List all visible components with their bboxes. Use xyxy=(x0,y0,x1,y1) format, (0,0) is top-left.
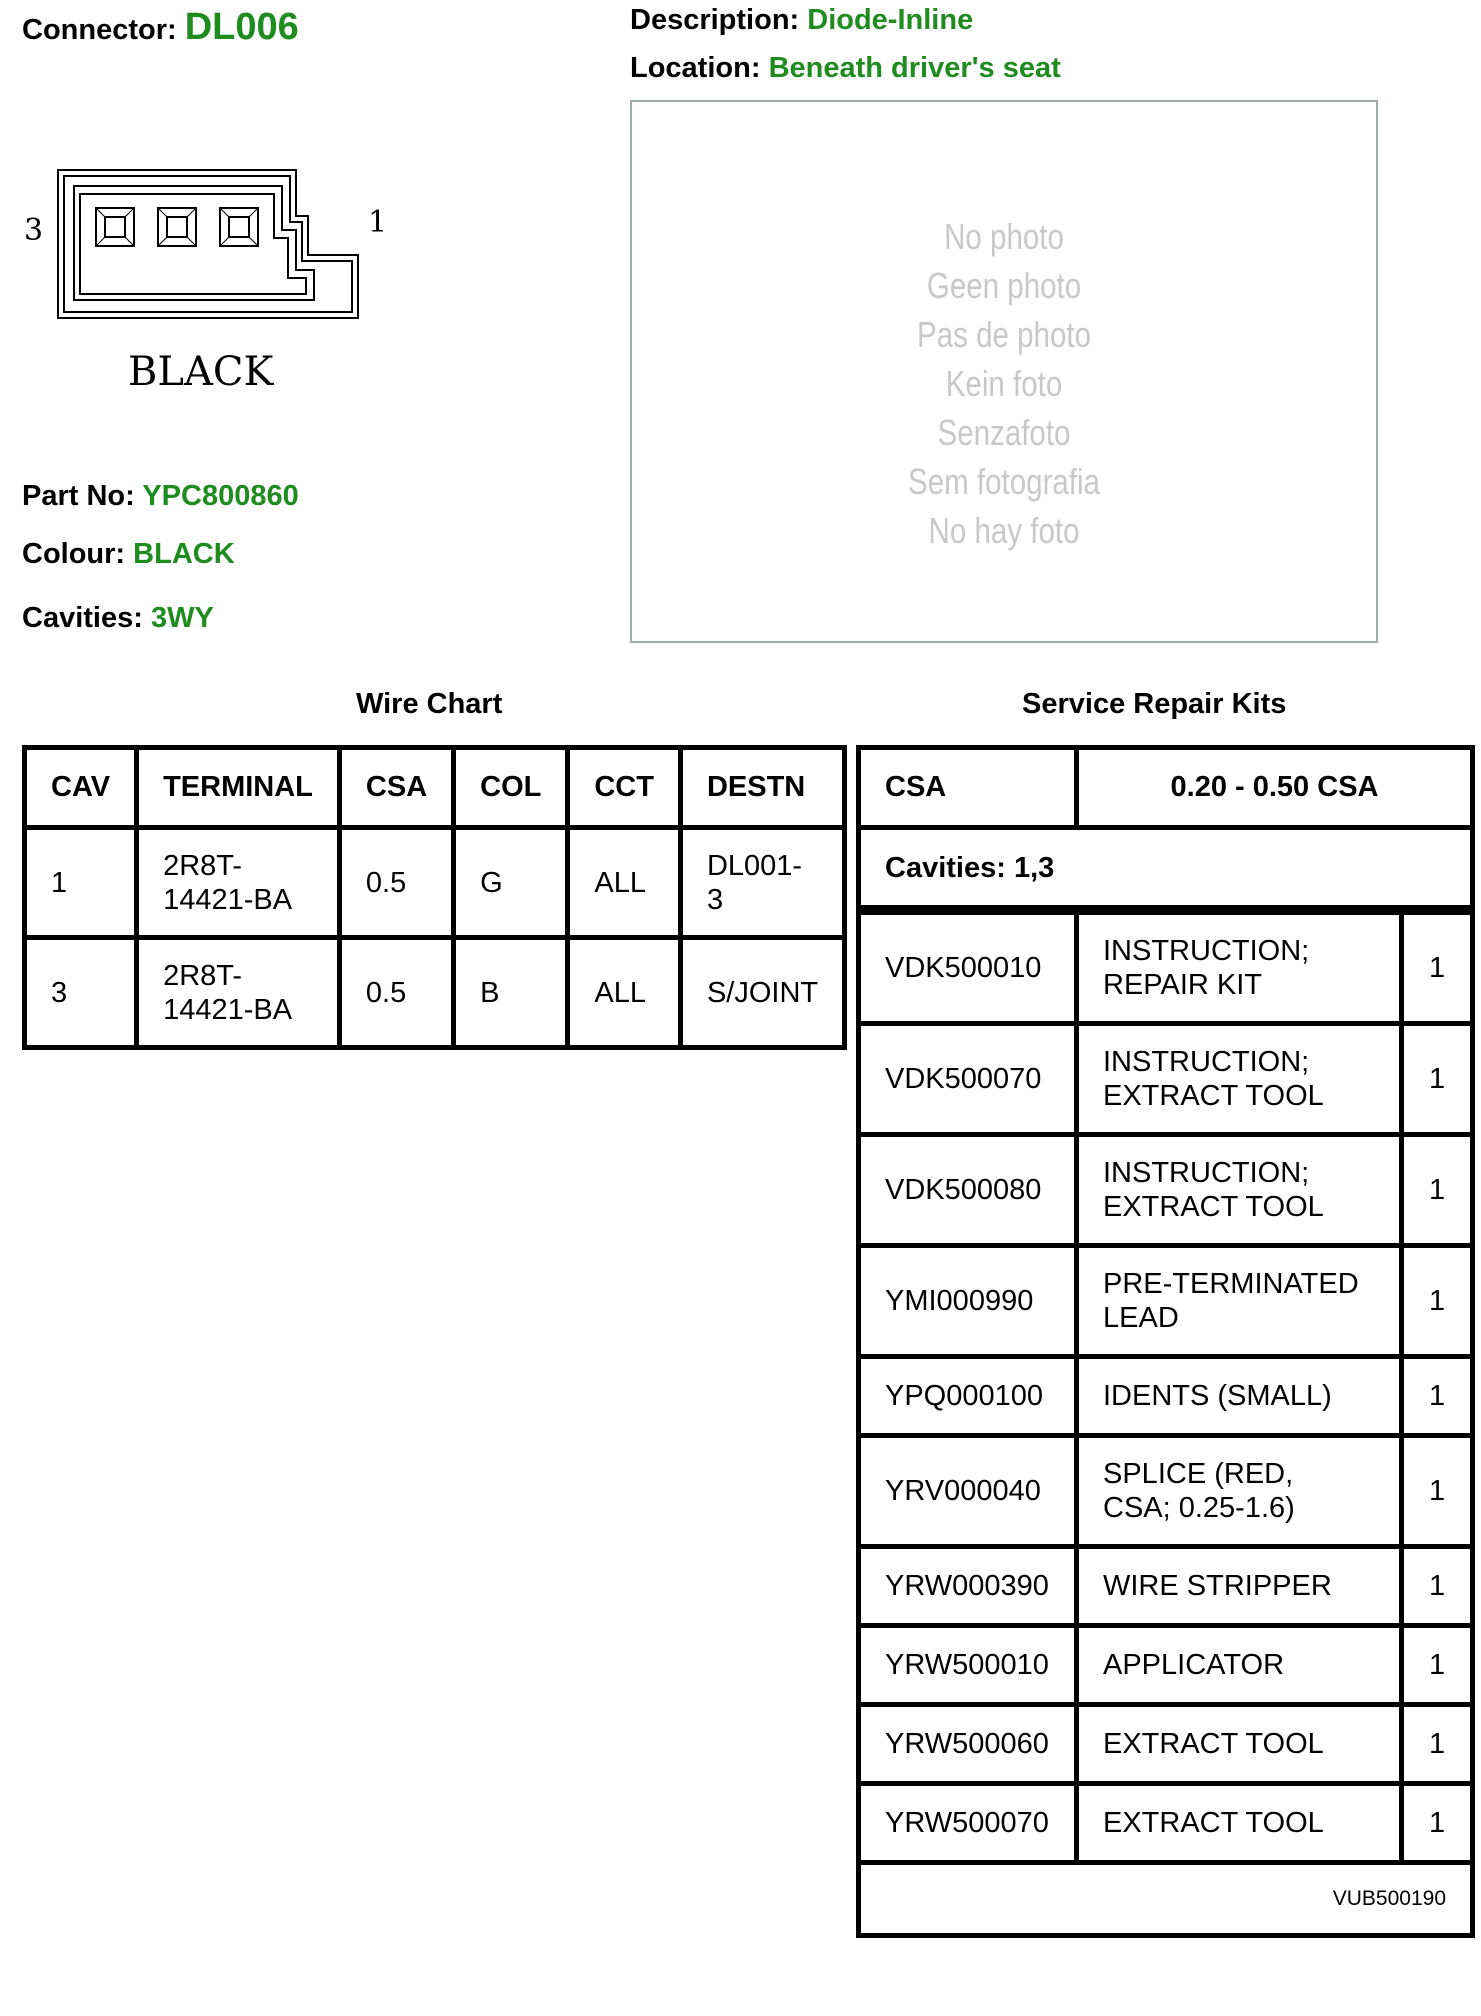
wire-cell-terminal: 2R8T- 14421-BA xyxy=(137,938,340,1048)
kit-part-number: YPQ000100 xyxy=(859,1357,1077,1436)
kit-description: IDENTS (SMALL) xyxy=(1077,1357,1402,1436)
table-row xyxy=(859,1357,1473,1436)
kit-quantity: 1 xyxy=(1402,1705,1473,1784)
wire-cell-col: B xyxy=(454,938,568,1048)
wire-header-col: COL xyxy=(454,748,568,828)
table-row xyxy=(859,913,1473,1024)
wire-cell-csa: 0.5 xyxy=(339,828,453,938)
location-value: Beneath driver's seat xyxy=(768,52,1061,84)
wire-chart-header-row xyxy=(25,748,845,828)
repair-kits-table xyxy=(856,745,1475,1938)
wire-chart-title: Wire Chart xyxy=(356,688,503,720)
kit-quantity: 1 xyxy=(1402,913,1473,1024)
kits-cavities-cell: Cavities: 1,3 xyxy=(859,828,1473,908)
part-no-field xyxy=(22,480,299,513)
kit-description: EXTRACT TOOL xyxy=(1077,1705,1402,1784)
kit-part-number: VDK500010 xyxy=(859,913,1077,1024)
wire-header-cav: CAV xyxy=(25,748,137,828)
kit-description: PRE-TERMINATED LEAD xyxy=(1077,1246,1402,1357)
kits-footer-code: VUB500190 xyxy=(859,1863,1473,1936)
kit-quantity: 1 xyxy=(1402,1784,1473,1863)
part-no-value: YPC800860 xyxy=(142,480,299,512)
kit-part-number: YRW500070 xyxy=(859,1784,1077,1863)
no-photo-line: Geen photo xyxy=(926,265,1082,306)
wire-header-destn: DESTN xyxy=(680,748,844,828)
photo-placeholder xyxy=(630,100,1378,643)
connector-value: DL006 xyxy=(184,6,299,48)
kit-part-number: YMI000990 xyxy=(859,1246,1077,1357)
kit-quantity: 1 xyxy=(1402,1246,1473,1357)
table-row xyxy=(859,1135,1473,1246)
kit-description: SPLICE (RED, CSA; 0.25-1.6) xyxy=(1077,1436,1402,1547)
wire-cell-destn: S/JOINT xyxy=(680,938,844,1048)
wire-cell-col: G xyxy=(454,828,568,938)
table-row xyxy=(859,1705,1473,1784)
wire-cell-cct: ALL xyxy=(568,828,681,938)
kit-quantity: 1 xyxy=(1402,1024,1473,1135)
pin-label-right: 1 xyxy=(368,205,388,240)
kit-part-number: YRW000390 xyxy=(859,1547,1077,1626)
connector-diagram xyxy=(18,150,398,420)
kit-description: INSTRUCTION; EXTRACT TOOL xyxy=(1077,1135,1402,1246)
cavities-field xyxy=(22,602,214,635)
kit-quantity: 1 xyxy=(1402,1357,1473,1436)
kit-part-number: YRV000040 xyxy=(859,1436,1077,1547)
table-row xyxy=(25,938,845,1048)
kit-part-number: YRW500060 xyxy=(859,1705,1077,1784)
kit-part-number: YRW500010 xyxy=(859,1626,1077,1705)
wire-cell-csa: 0.5 xyxy=(339,938,453,1048)
cavities-label: Cavities: xyxy=(22,602,143,634)
wire-header-terminal: TERMINAL xyxy=(137,748,340,828)
wire-cell-cav: 1 xyxy=(25,828,137,938)
colour-value: BLACK xyxy=(133,538,235,570)
no-photo-line: Pas de photo xyxy=(917,314,1091,355)
table-row xyxy=(859,1626,1473,1705)
table-row xyxy=(859,1246,1473,1357)
kit-description: WIRE STRIPPER xyxy=(1077,1547,1402,1626)
colour-field xyxy=(22,538,235,571)
wire-cell-terminal: 2R8T- 14421-BA xyxy=(137,828,340,938)
table-row xyxy=(859,1024,1473,1135)
wire-cell-cav: 3 xyxy=(25,938,137,1048)
cavities-value: 3WY xyxy=(150,602,214,634)
wire-header-cct: CCT xyxy=(568,748,681,828)
location-label: Location: xyxy=(630,52,761,84)
repair-kits-title: Service Repair Kits xyxy=(1022,688,1287,720)
kits-header-range: 0.20 - 0.50 CSA xyxy=(1077,748,1473,828)
kit-description: APPLICATOR xyxy=(1077,1626,1402,1705)
table-row xyxy=(859,1436,1473,1547)
kit-quantity: 1 xyxy=(1402,1547,1473,1626)
no-photo-line: No hay foto xyxy=(928,510,1080,551)
repair-kits-header-row xyxy=(859,748,1473,828)
wire-cell-destn: DL001- 3 xyxy=(680,828,844,938)
connector-field xyxy=(22,6,299,49)
kits-footer-row xyxy=(859,1863,1473,1936)
no-photo-line: Senzafoto xyxy=(937,412,1071,453)
diagram-colour-label: BLACK xyxy=(128,349,274,395)
connector-label: Connector: xyxy=(22,14,177,46)
kit-quantity: 1 xyxy=(1402,1436,1473,1547)
kit-description: EXTRACT TOOL xyxy=(1077,1784,1402,1863)
table-row xyxy=(859,1547,1473,1626)
no-photo-line: No photo xyxy=(944,216,1064,257)
kits-cavities-row xyxy=(859,828,1473,908)
no-photo-line: Sem fotografia xyxy=(908,461,1100,502)
table-row xyxy=(859,1784,1473,1863)
colour-label: Colour: xyxy=(22,538,126,570)
kit-part-number: VDK500080 xyxy=(859,1135,1077,1246)
location-field xyxy=(630,52,1061,85)
wire-chart-table xyxy=(22,745,847,1050)
kits-header-csa: CSA xyxy=(859,748,1077,828)
kit-part-number: VDK500070 xyxy=(859,1024,1077,1135)
table-row xyxy=(25,828,845,938)
description-value: Diode-Inline xyxy=(807,4,974,36)
part-no-label: Part No: xyxy=(22,480,135,512)
wire-cell-cct: ALL xyxy=(568,938,681,1048)
description-label: Description: xyxy=(630,4,800,36)
kit-quantity: 1 xyxy=(1402,1626,1473,1705)
description-field xyxy=(630,4,973,37)
kit-description: INSTRUCTION; EXTRACT TOOL xyxy=(1077,1024,1402,1135)
wire-header-csa: CSA xyxy=(339,748,453,828)
no-photo-text xyxy=(699,212,1309,555)
kit-description: INSTRUCTION; REPAIR KIT xyxy=(1077,913,1402,1024)
pin-label-left: 3 xyxy=(24,213,44,248)
kit-quantity: 1 xyxy=(1402,1135,1473,1246)
no-photo-line: Kein foto xyxy=(945,363,1063,404)
